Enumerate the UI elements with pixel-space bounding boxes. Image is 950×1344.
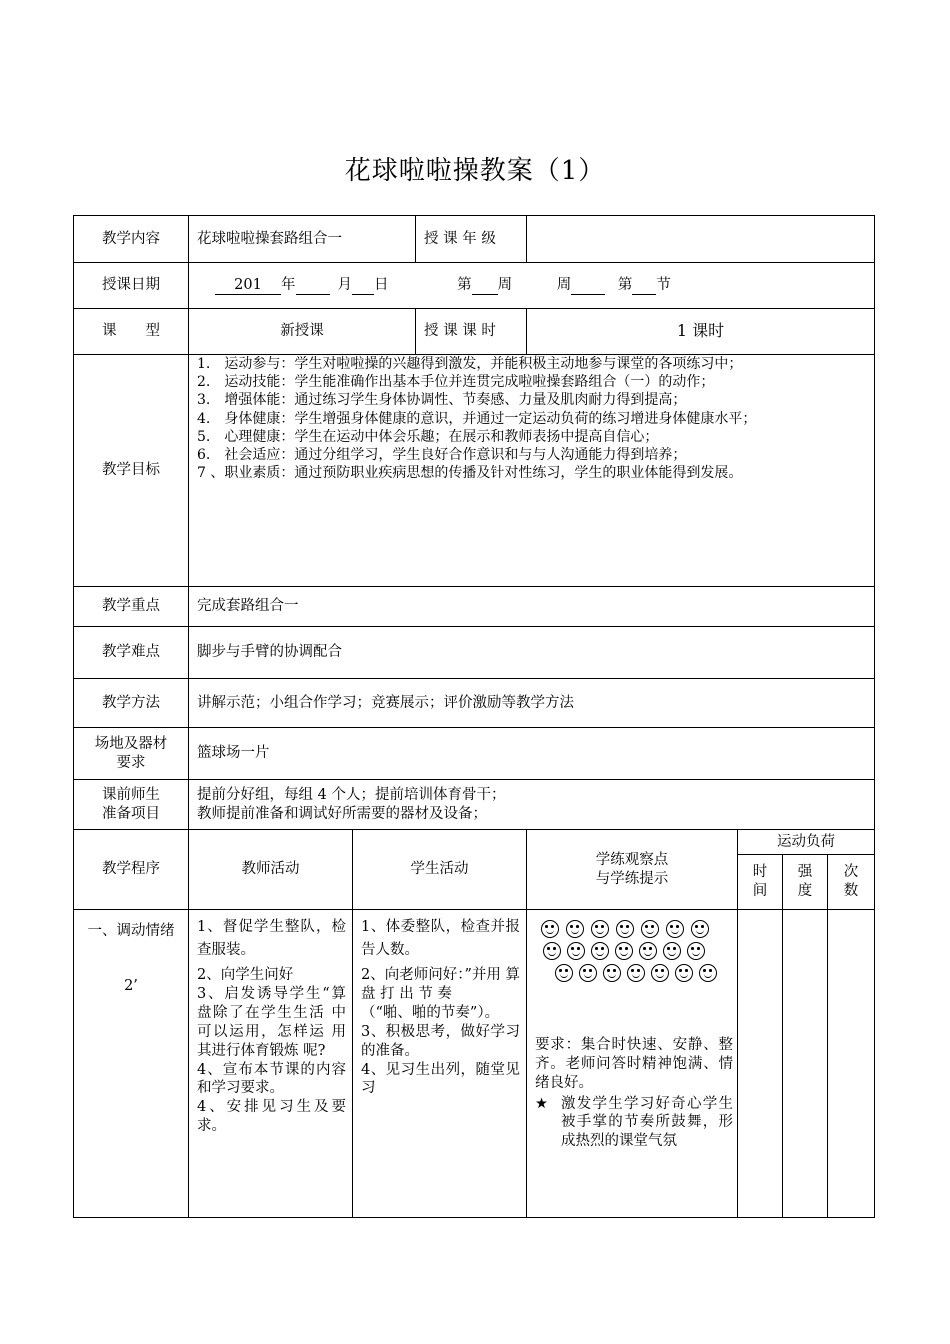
teacher-step: 4、宣布本节课的内容和学习要求。 xyxy=(197,1061,346,1097)
year-char: 年 xyxy=(281,277,296,294)
objective-item: 3. 增强体能：通过练习学生身体协调性、节奏感、力量及肌肉耐力得到提高； xyxy=(197,392,687,409)
hours-value: 1 课时 xyxy=(527,309,875,355)
student-formation-figure xyxy=(535,920,733,992)
week-blank xyxy=(472,278,498,295)
content-value: 花球啦啦操套路组合一 xyxy=(189,216,416,263)
prep-line: 教师提前准备和调试好所需要的器材及设备； xyxy=(197,805,487,822)
procedure-header-row xyxy=(74,830,875,855)
smiley-face-icon xyxy=(663,942,681,960)
prep-label: 课前师生准备项目 xyxy=(74,780,189,830)
objective-item: 5. 心理健康：学生在运动中体会乐趣；在展示和教师表扬中提高自信心； xyxy=(197,428,659,445)
type-label: 课 型 xyxy=(74,309,189,355)
count-header: 次数 xyxy=(828,855,875,910)
prep-row xyxy=(74,780,875,830)
smiley-face-icon xyxy=(543,942,561,960)
section1-observe xyxy=(527,910,738,1218)
observe-requirement: 要求：集合时快速、安静、整齐。老师问答时精神饱满、情绪良好。 xyxy=(535,1037,733,1091)
student-step: （“啪、啪的节奏”）。 xyxy=(361,1005,500,1022)
section1-student xyxy=(353,910,527,1218)
time-header: 时间 xyxy=(738,855,783,910)
observe-header-line1: 学练观察点 xyxy=(595,851,669,868)
smiley-face-icon xyxy=(603,964,621,982)
observe-note xyxy=(535,1095,733,1152)
difficulty-label: 教学难点 xyxy=(74,627,189,679)
date-row xyxy=(74,263,875,309)
hours-label: 授 课 课 时 xyxy=(416,309,527,355)
objectives-label: 教学目标 xyxy=(74,355,189,587)
smiley-face-icon xyxy=(567,942,585,960)
difficulty-value: 脚步与手臂的协调配合 xyxy=(189,627,875,679)
student-step: 1、体委整队，检查并报告人数。 xyxy=(361,919,520,959)
student-step: 3、积极思考，做好学习的准备。 xyxy=(361,1023,520,1059)
observe-note-text: 激发学生学习好奇心学生被手掌的节奏所鼓舞，形成热烈的课堂气氛 xyxy=(561,1095,733,1150)
smiley-face-icon xyxy=(555,964,573,982)
teacher-step: 1、督促学生整队，检查服装。 xyxy=(197,919,346,959)
smiley-face-icon xyxy=(566,920,584,938)
focus-row xyxy=(74,587,875,627)
content-label: 教学内容 xyxy=(74,216,189,263)
objective-item: 4. 身体健康：学生增强身体健康的意识，并通过一定运动负荷的练习增进身体健康水平； xyxy=(197,410,757,427)
method-row xyxy=(74,679,875,728)
smiley-face-icon xyxy=(627,964,645,982)
smiley-face-icon xyxy=(616,920,634,938)
smiley-face-icon xyxy=(541,920,559,938)
grade-label: 授 课 年 级 xyxy=(416,216,527,263)
focus-value: 完成套路组合一 xyxy=(189,587,875,627)
load-header: 运动负荷 xyxy=(738,830,875,855)
smiley-face-icon xyxy=(666,920,684,938)
smiley-face-icon xyxy=(699,964,717,982)
year-blank: 201 xyxy=(215,278,281,295)
venue-row xyxy=(74,728,875,780)
objective-item: 7 、职业素质：通过预防职业疾病思想的传播及针对性练习，学生的职业体能得到发展。 xyxy=(197,465,743,482)
objective-item: 2. 运动技能：学生能准确作出基本手位并连贯完成啦啦操套路组合（一）的动作； xyxy=(197,374,715,391)
day-char: 日 xyxy=(374,277,389,294)
smiley-face-icon xyxy=(591,920,609,938)
smiley-face-icon xyxy=(591,942,609,960)
method-value: 讲解示范；小组合作学习；竞赛展示；评价激励等教学方法 xyxy=(189,679,875,728)
intensity-header: 强度 xyxy=(783,855,828,910)
lesson-prefix: 第 xyxy=(617,277,633,294)
star-icon: ★ xyxy=(535,1095,548,1112)
teacher-step: 3、启发诱导学生“算 盘除了在学生生活 中可以运用，怎样运 用其进行体育锻炼 呢? xyxy=(197,986,346,1059)
section1-program xyxy=(74,910,189,1218)
teacher-header: 教师活动 xyxy=(189,830,353,910)
smiley-face-icon xyxy=(579,964,597,982)
section1-row xyxy=(74,910,875,1218)
venue-label: 场地及器材要求 xyxy=(74,728,189,780)
month-blank xyxy=(296,278,330,295)
smiley-face-icon xyxy=(641,920,659,938)
day-blank xyxy=(352,278,374,295)
smiley-face-icon xyxy=(615,942,633,960)
observe-header xyxy=(527,830,738,910)
content-row xyxy=(74,216,875,263)
student-step: 4、见习生出列，随堂见习 xyxy=(361,1061,520,1097)
smiley-face-icon xyxy=(651,964,669,982)
section1-duration: 2’ xyxy=(124,977,138,994)
program-header: 教学程序 xyxy=(74,830,189,910)
lesson-blank xyxy=(632,278,656,295)
method-label: 教学方法 xyxy=(74,679,189,728)
type-row xyxy=(74,309,875,355)
week-prefix: 第 xyxy=(457,277,472,294)
objective-item: 1. 运动参与：学生对啦啦操的兴趣得到激发，并能积极主动地参与课堂的各项练习中； xyxy=(197,356,743,372)
lesson-plan-table xyxy=(73,215,875,1218)
section1-title: 一、调动情绪 xyxy=(87,923,175,939)
student-step: 2、向老师问好：”并用 算 盘 打 出 节 奏 xyxy=(361,967,520,1003)
week-char: 周 xyxy=(497,277,513,294)
prep-line: 提前分好组，每组 4 个人；提前培训体育骨干； xyxy=(197,786,506,803)
type-value: 新授课 xyxy=(189,309,416,355)
focus-label: 教学重点 xyxy=(74,587,189,627)
lesson-char: 节 xyxy=(656,277,671,294)
smiley-face-icon xyxy=(675,964,693,982)
page-title: 花球啦啦操教案（1） xyxy=(344,156,606,186)
weekday-blank xyxy=(571,278,605,295)
prep-value xyxy=(189,780,875,830)
date-label: 授课日期 xyxy=(74,263,189,309)
section1-intensity xyxy=(783,910,828,1218)
date-value xyxy=(189,263,875,309)
month-char: 月 xyxy=(337,277,352,294)
objectives-row xyxy=(74,355,875,587)
section1-count xyxy=(828,910,875,1218)
grade-value xyxy=(527,216,875,263)
smiley-face-icon xyxy=(687,942,705,960)
smiley-face-icon xyxy=(691,920,709,938)
teacher-step: 2、向学生问好 xyxy=(197,967,294,984)
weekday-char: 周 xyxy=(556,277,572,294)
smiley-face-icon xyxy=(639,942,657,960)
section1-time xyxy=(738,910,783,1218)
teacher-step: 4、安排见习生及要求。 xyxy=(197,1099,346,1135)
observe-header-line2: 与学练提示 xyxy=(595,870,669,887)
student-header: 学生活动 xyxy=(353,830,527,910)
section1-teacher xyxy=(189,910,353,1218)
objectives-list xyxy=(189,355,875,587)
objective-item: 6. 社会适应：通过分组学习，学生良好合作意识和与与人沟通能力得到培养； xyxy=(197,446,687,463)
venue-value: 篮球场一片 xyxy=(189,728,875,780)
difficulty-row xyxy=(74,627,875,679)
